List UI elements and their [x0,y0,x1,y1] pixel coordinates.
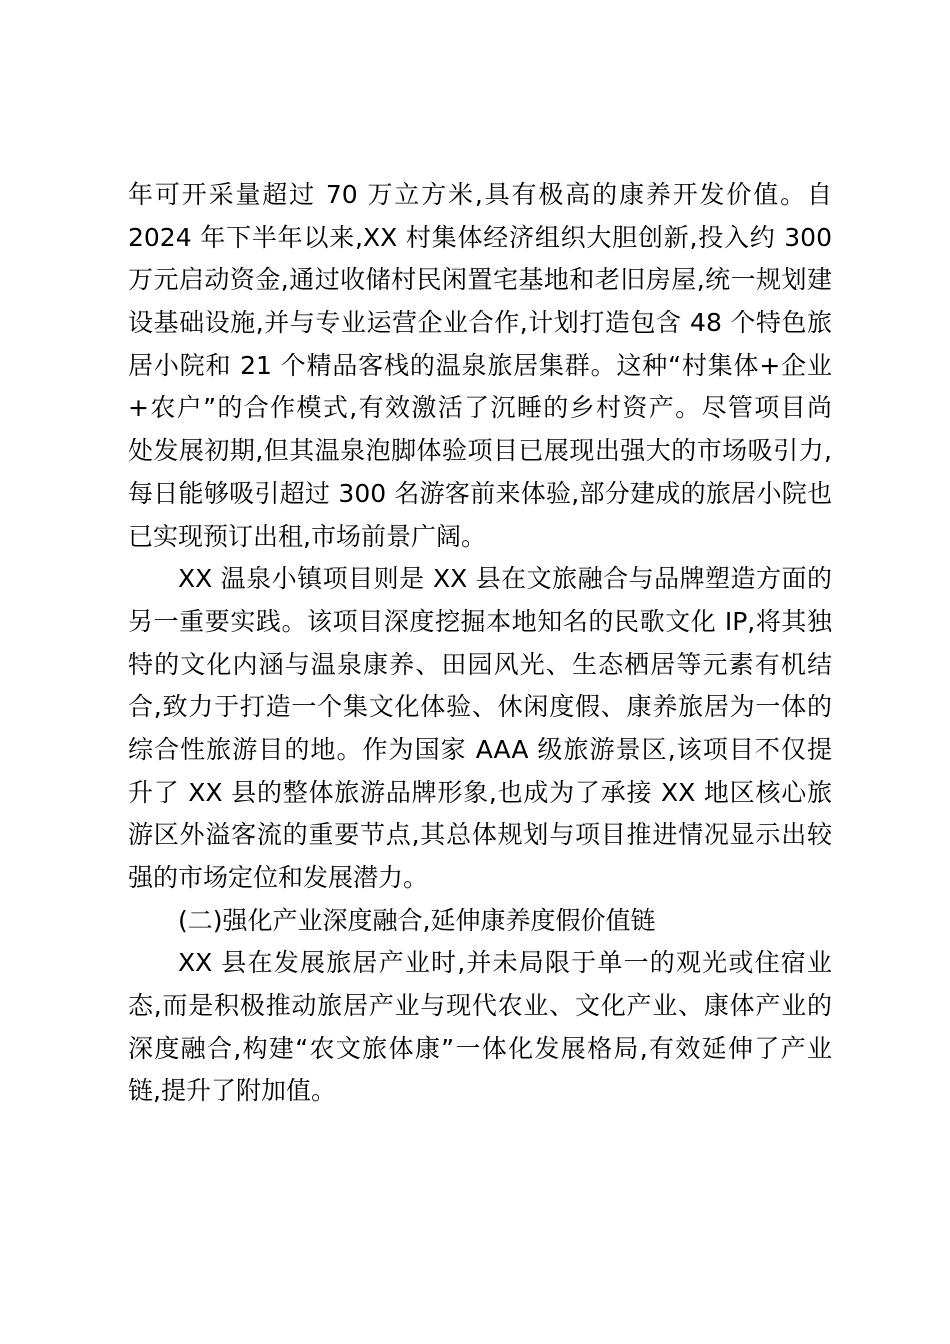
text-line: 链,提升了附加值。 [128,1076,336,1106]
text-line: 设基础设施,并与专业运营企业合作,计划打造包含 48 个特色旅 [128,308,832,338]
text-line: 另一重要实践。该项目深度挖掘本地知名的民歌文化 IP,将其独 [128,606,832,636]
text-line: 每日能够吸引超过 300 名游客前来体验,部分建成的旅居小院也 [128,478,832,508]
text-line: 2024 年下半年以来,XX 村集体经济组织大胆创新,投入约 300 [128,222,832,252]
text-line: 综合性旅游目的地。作为国家 AAA 级旅游景区,该项目不仅提 [128,734,832,764]
text-line: 游区外溢客流的重要节点,其总体规划与项目推进情况显示出较 [128,820,832,850]
text-line: XX 县在发展旅居产业时,并未局限于单一的观光或住宿业 [178,948,832,978]
text-line: +农户”的合作模式,有效激活了沉睡的乡村资产。尽管项目尚 [128,393,832,423]
document-body [128,174,832,1113]
text-line: 特的文化内涵与温泉康养、田园风光、生态栖居等元素有机结 [128,649,832,679]
text-line: 合,致力于打造一个集文化体验、休闲度假、康养旅居为一体的 [128,692,832,722]
text-line: 强的市场定位和发展潜力。 [128,863,429,892]
text-line: XX 温泉小镇项目则是 XX 县在文旅融合与品牌塑造方面的 [178,564,832,594]
text-line: 万元启动资金,通过收储村民闲置宅基地和老旧房屋,统一规划建 [128,265,832,295]
text-line: 态,而是积极推动旅居产业与现代农业、文化产业、康体产业的 [128,991,832,1021]
text-line: 年可开采量超过 70 万立方米,具有极高的康养开发价值。自 [128,180,832,209]
text-line: 已实现预订出租,市场前景广阔。 [128,521,486,551]
text-line: 升了 XX 县的整体旅游品牌形象,也成为了承接 XX 地区核心旅 [128,777,832,807]
text-line: 处发展初期,但其温泉泡脚体验项目已展现出强大的市场吸引力, [128,436,832,466]
text-line: 居小院和 21 个精品客栈的温泉旅居集群。这种“村集体+企业 [128,350,832,380]
text-line: (二)强化产业深度融合,延伸康养度假价值链 [178,905,656,935]
text-line: 深度融合,构建“农文旅体康”一体化发展格局,有效延伸了产业 [128,1033,832,1063]
